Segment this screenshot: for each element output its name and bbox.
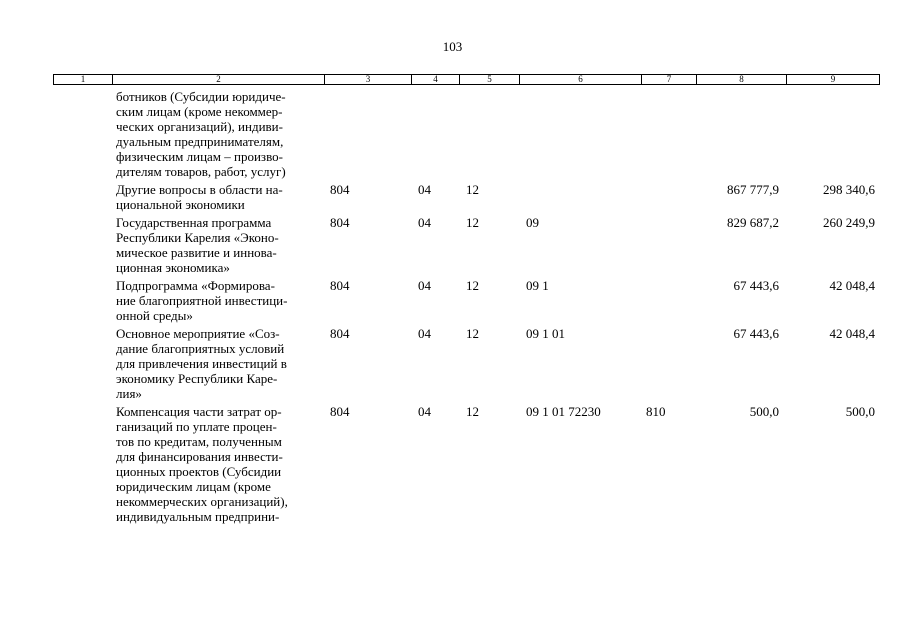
row-description — [116, 215, 328, 275]
col-subsection: 12 — [466, 182, 479, 197]
col-amount-2016: 42 048,4 — [829, 326, 875, 341]
col-target-article — [524, 182, 644, 212]
col-target-article: 09 — [526, 215, 539, 230]
description-line: дание благоприятных условий — [116, 341, 285, 356]
col-amount-2016: 298 340,6 — [823, 182, 875, 197]
description-line: ние благоприятной инвестици- — [116, 293, 288, 308]
description-line: лия» — [116, 386, 142, 401]
description-line: циональной экономики — [116, 197, 245, 212]
col-expense-type — [644, 278, 700, 323]
header-col-6: 6 — [520, 75, 642, 84]
description-line: ционных проектов (Субсидии — [116, 464, 282, 479]
col-target-article — [524, 89, 644, 179]
col-subsection: 12 — [466, 215, 479, 230]
row-description — [116, 89, 328, 179]
table-row — [0, 404, 905, 524]
page-number: 103 — [442, 39, 463, 54]
description-line: Основное мероприятие «Соз- — [116, 326, 280, 341]
col-target-article: 09 1 01 — [526, 326, 565, 341]
description-line: Государственная программа — [116, 215, 272, 230]
col-department: 804 — [330, 326, 350, 341]
col-section: 04 — [418, 326, 431, 341]
description-line: ботников (Субсидии юридиче- — [116, 89, 286, 104]
col-expense-type: 810 — [646, 404, 666, 419]
description-line: мическое развитие и иннова- — [116, 245, 277, 260]
row-description — [116, 182, 328, 212]
col-department: 804 — [330, 278, 350, 293]
col-subsection: 12 — [466, 326, 479, 341]
description-line: ским лицам (кроме некоммер- — [116, 104, 283, 119]
col-target-article: 09 1 01 72230 — [526, 404, 601, 419]
description-line: ционная экономика» — [116, 260, 230, 275]
col-subsection: 12 — [466, 404, 479, 419]
description-line: для привлечения инвестиций в — [116, 356, 287, 371]
col-subsection — [464, 89, 524, 179]
col-expense-type — [644, 182, 700, 212]
col-department: 804 — [330, 215, 350, 230]
col-section: 04 — [418, 182, 431, 197]
col-amount-2016: 42 048,4 — [829, 278, 875, 293]
description-line: Подпрограмма «Формирова- — [116, 278, 275, 293]
description-line: ганизаций по уплате процен- — [116, 419, 277, 434]
col-amount-2015: 500,0 — [749, 404, 779, 419]
col-amount-2016 — [779, 89, 875, 179]
table-header — [53, 74, 880, 85]
header-col-7: 7 — [642, 75, 697, 84]
description-line: тов по кредитам, полученным — [116, 434, 282, 449]
col-amount-2015: 867 777,9 — [727, 182, 779, 197]
header-col-1: 1 — [54, 75, 113, 84]
description-line: дителям товаров, работ, услуг) — [116, 164, 286, 179]
description-line: Республики Карелия «Эконо- — [116, 230, 279, 245]
col-department — [328, 89, 416, 179]
col-section — [416, 89, 464, 179]
description-line: Компенсация части затрат ор- — [116, 404, 282, 419]
header-col-3: 3 — [325, 75, 412, 84]
description-line: для финансирования инвести- — [116, 449, 283, 464]
row-description — [116, 326, 328, 401]
description-line: Другие вопросы в области на- — [116, 182, 283, 197]
col-target-article: 09 1 — [526, 278, 549, 293]
table-body — [0, 89, 905, 524]
table-row — [0, 89, 905, 179]
col-section: 04 — [418, 278, 431, 293]
row-description — [116, 404, 328, 524]
table-row — [0, 215, 905, 275]
description-line: ческих организаций), индиви- — [116, 119, 283, 134]
col-section: 04 — [418, 404, 431, 419]
col-amount-2015: 67 443,6 — [733, 326, 779, 341]
col-section: 04 — [418, 215, 431, 230]
description-line: онной среды» — [116, 308, 193, 323]
description-line: некоммерческих организаций), — [116, 494, 288, 509]
col-expense-type — [644, 89, 700, 179]
description-line: дуальным предпринимателям, — [116, 134, 284, 149]
description-line: юридическим лицам (кроме — [116, 479, 271, 494]
header-col-8: 8 — [697, 75, 787, 84]
header-col-5: 5 — [460, 75, 520, 84]
col-amount-2015: 829 687,2 — [727, 215, 779, 230]
header-col-9: 9 — [787, 75, 880, 84]
col-amount-2015: 67 443,6 — [733, 278, 779, 293]
col-expense-type — [644, 215, 700, 275]
col-amount-2015 — [700, 89, 779, 179]
header-col-2: 2 — [113, 75, 325, 84]
col-amount-2016: 500,0 — [845, 404, 875, 419]
table-row — [0, 278, 905, 323]
table-row — [0, 326, 905, 401]
description-line: физическим лицам – произво- — [116, 149, 283, 164]
col-department: 804 — [330, 404, 350, 419]
col-department: 804 — [330, 182, 350, 197]
col-amount-2016: 260 249,9 — [823, 215, 875, 230]
col-subsection: 12 — [466, 278, 479, 293]
header-col-4: 4 — [412, 75, 460, 84]
description-line: индивидуальным предприни- — [116, 509, 280, 524]
row-description — [116, 278, 328, 323]
table-row — [0, 182, 905, 212]
description-line: экономику Республики Каре- — [116, 371, 278, 386]
col-expense-type — [644, 326, 700, 401]
